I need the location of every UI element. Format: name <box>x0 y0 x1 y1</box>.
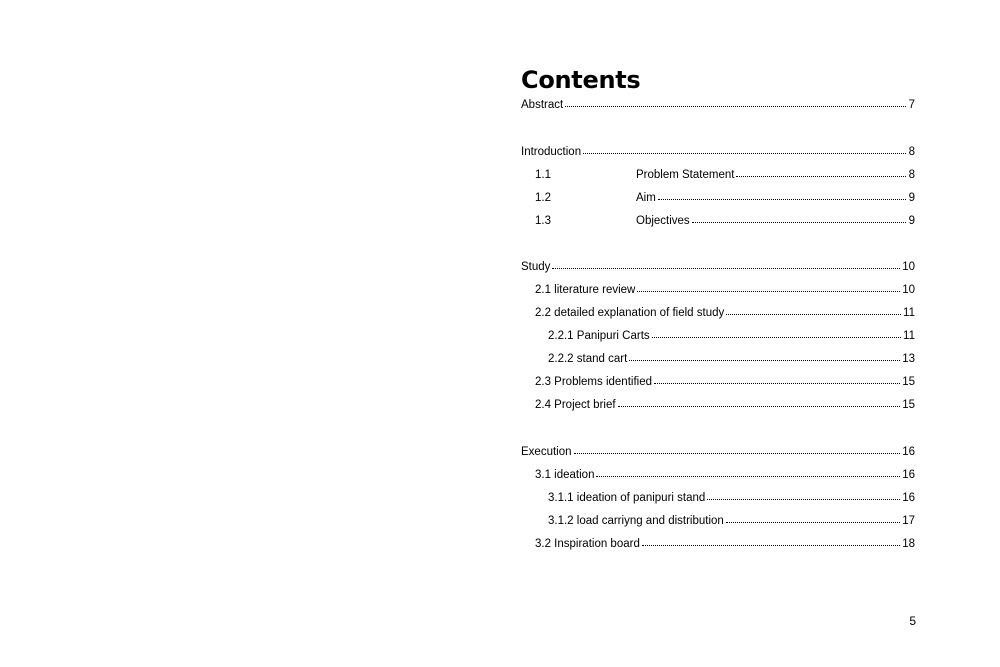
toc-heading: Contents <box>521 66 641 94</box>
toc-entry-page: 7 <box>908 99 915 111</box>
toc-entry-label: Aim <box>636 192 656 204</box>
dot-leader <box>574 443 901 455</box>
dot-leader <box>596 466 900 478</box>
toc-entry-page: 10 <box>902 284 915 296</box>
toc-entry-ideation-panipuri-stand[interactable] <box>548 489 915 505</box>
toc-entry-label: 2.1 literature review <box>535 284 636 296</box>
toc-entry-label: Study <box>521 261 551 273</box>
toc-entry-page: 11 <box>903 330 915 342</box>
toc-entry-project-brief[interactable] <box>535 396 915 412</box>
toc-entry-stand-cart[interactable] <box>548 350 915 366</box>
toc-entry-page: 16 <box>902 446 915 458</box>
toc-entry-page: 16 <box>902 492 915 504</box>
toc-entry-page: 17 <box>902 515 915 527</box>
toc-entry-label: Execution <box>521 446 572 458</box>
toc-entry-page: 9 <box>908 192 915 204</box>
dot-leader <box>692 212 906 224</box>
dot-leader <box>726 304 901 316</box>
toc-entry-page: 10 <box>902 261 915 273</box>
toc-entry-inspiration-board[interactable] <box>535 535 915 551</box>
toc-entry-objectives[interactable] <box>535 212 915 228</box>
toc-entry-page: 9 <box>908 215 915 227</box>
toc-entry-label: 2.3 Problems identified <box>535 376 652 388</box>
toc-entry-panipuri-carts[interactable] <box>548 327 915 343</box>
dot-leader <box>707 489 900 501</box>
toc-entry-label: Objectives <box>636 215 690 227</box>
dot-leader <box>658 189 906 201</box>
toc-entry-field-study[interactable] <box>535 304 915 320</box>
toc-entry-aim[interactable] <box>535 189 915 205</box>
toc-entry-page: 16 <box>902 469 915 481</box>
toc-entry-load-carrying[interactable] <box>548 512 915 528</box>
toc-entry-label: 3.1 ideation <box>535 469 595 481</box>
toc-entry-study[interactable] <box>521 258 915 274</box>
dot-leader <box>652 327 901 339</box>
table-of-contents <box>521 66 915 550</box>
toc-entry-number: 1.3 <box>535 215 551 227</box>
dot-leader <box>618 396 901 408</box>
dot-leader <box>552 258 900 270</box>
toc-entry-page: 15 <box>902 399 915 411</box>
dot-leader <box>736 166 906 178</box>
page-number: 5 <box>909 614 916 628</box>
toc-entry-ideation[interactable] <box>535 466 915 482</box>
toc-entry-label: 3.1.2 load carriyng and distribution <box>548 515 724 527</box>
toc-entry-page: 13 <box>902 353 915 365</box>
toc-entry-literature-review[interactable] <box>535 281 915 297</box>
dot-leader <box>642 535 900 547</box>
toc-entry-page: 11 <box>903 307 915 319</box>
toc-entry-label: 2.2.1 Panipuri Carts <box>548 330 650 342</box>
toc-entry-label: Problem Statement <box>636 169 735 181</box>
toc-entry-execution[interactable] <box>521 443 915 459</box>
dot-leader <box>629 350 900 362</box>
toc-entry-page: 15 <box>902 376 915 388</box>
toc-entry-abstract[interactable] <box>521 96 915 112</box>
toc-entry-problems-identified[interactable] <box>535 373 915 389</box>
dot-leader <box>583 143 906 155</box>
toc-entry-page: 8 <box>908 146 915 158</box>
toc-entry-page: 18 <box>902 538 915 550</box>
toc-entry-number: 1.2 <box>535 192 551 204</box>
toc-entry-problem-statement[interactable] <box>535 166 915 182</box>
toc-entry-number: 1.1 <box>535 169 551 181</box>
toc-entry-page: 8 <box>908 169 915 181</box>
toc-entry-label: 2.2 detailed explanation of field study <box>535 307 725 319</box>
toc-entry-introduction[interactable] <box>521 143 915 159</box>
dot-leader <box>654 373 900 385</box>
dot-leader <box>565 96 906 108</box>
toc-entry-label: 2.4 Project brief <box>535 399 616 411</box>
toc-entry-label: Abstract <box>521 99 564 111</box>
toc-entry-label: 3.2 Inspiration board <box>535 538 640 550</box>
dot-leader <box>726 512 900 524</box>
dot-leader <box>637 281 900 293</box>
toc-entry-label: Introduction <box>521 146 582 158</box>
toc-entry-label: 3.1.1 ideation of panipuri stand <box>548 492 706 504</box>
toc-entry-label: 2.2.2 stand cart <box>548 353 628 365</box>
